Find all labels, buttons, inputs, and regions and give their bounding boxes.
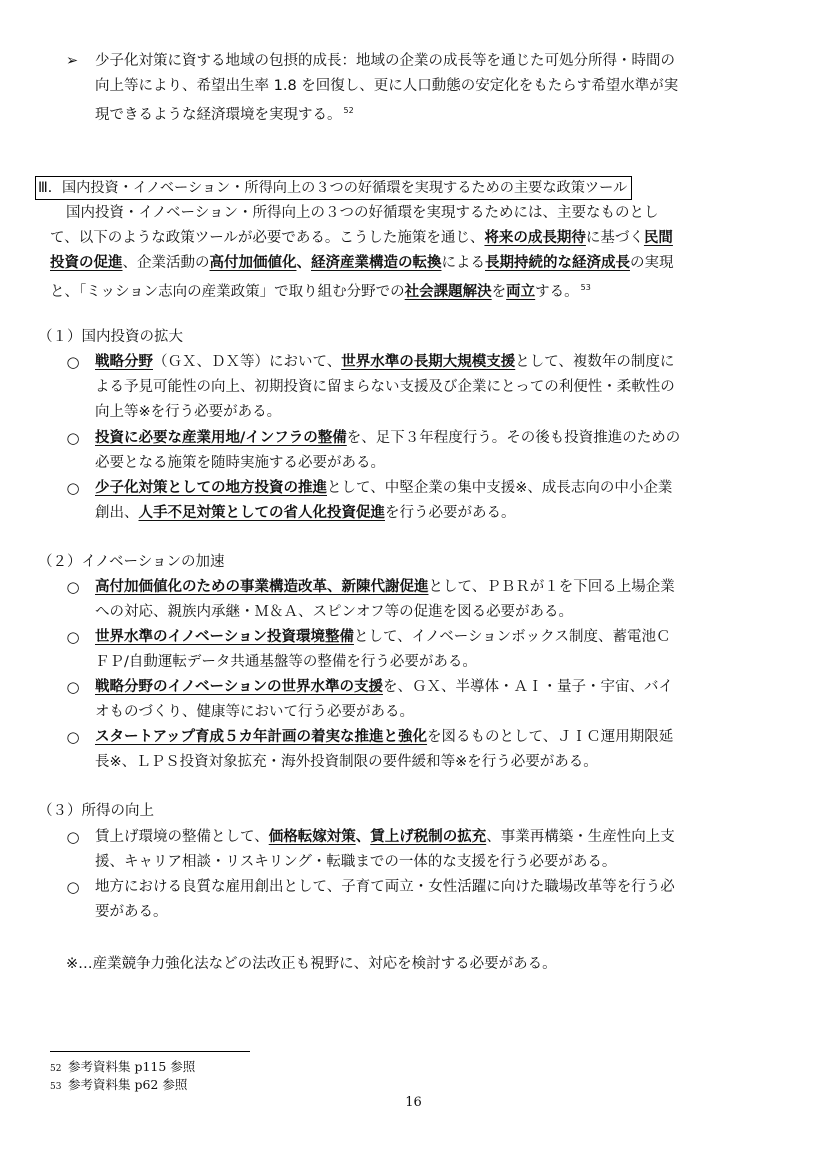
text-span: を行う必要がある。 — [385, 505, 516, 521]
emphasis-span: 戦略分野のイノベーションの世界水準の支援 — [95, 679, 383, 695]
sub2-item4-line2: 長※、ＬＰＳ投資対象拡充・海外投資制限の要件緩和等※を行う必要がある。 — [95, 754, 598, 770]
sub3-item1-line2: 援、キャリア相談・リスキリング・転職までの一体的な支援を行う必要がある。 — [95, 854, 617, 870]
circle-bullet-icon: ○ — [66, 353, 80, 371]
sub1-item3-line2 — [95, 502, 516, 524]
emphasis-span: 価格転嫁対策 — [268, 829, 356, 845]
text-span: 、 — [296, 255, 311, 271]
sub2-item1-line2: への対応、親族内承継・Ｍ＆Ａ、スピンオフ等の促進を図る必要がある。 — [95, 604, 574, 620]
footnote-ref-52[interactable]: 52 — [343, 106, 354, 115]
emphasis-span: 経済産業構造の転換 — [311, 255, 442, 271]
section-intro-line-2 — [50, 227, 673, 249]
sub2-item1-line1 — [95, 576, 675, 598]
circle-bullet-icon: ○ — [66, 628, 80, 646]
text-span: 創出、 — [95, 505, 139, 521]
emphasis-span: 将来の成長期待 — [484, 230, 586, 246]
text-span: する。 — [535, 284, 579, 300]
sub1-item1-line1 — [95, 351, 674, 373]
text-span: を、足下３年程度行う。その後も投資推進のための — [346, 430, 681, 446]
emphasis-span: 戦略分野 — [95, 354, 153, 370]
text-span: として、複数年の制度に — [515, 354, 675, 370]
emphasis-span: 社会課題解決 — [404, 284, 492, 300]
note-text: ※…産業競争力強化法などの法改正も視野に、対応を検討する必要がある。 — [66, 956, 557, 972]
sub2-item3-line1 — [95, 676, 673, 698]
text-span: 、事業再構築・生産性向上支 — [486, 829, 675, 845]
footnote-ref-53[interactable]: 53 — [580, 283, 591, 292]
circle-bullet-icon: ○ — [66, 678, 80, 696]
circle-bullet-icon: ○ — [66, 878, 80, 896]
intro-line-3 — [95, 100, 354, 122]
sub1-item1-line2: よる予見可能性の向上、初期投資に留まらない支援及び企業にとっての利便性・柔軟性の — [95, 379, 675, 395]
circle-bullet-icon: ○ — [66, 828, 80, 846]
footnote-text: 参考資料集 p115 参照 — [68, 1059, 196, 1074]
footnote-divider — [50, 1051, 250, 1052]
emphasis-span: 投資の促進 — [50, 255, 123, 271]
footnote-number: 53 — [50, 1082, 62, 1092]
text-span: （ＧＸ、ＤＸ等）において、 — [153, 354, 342, 370]
emphasis-span: 高付加価値化のための事業構造改革、新陳代謝促進 — [95, 579, 429, 595]
intro-line-3-text: 現できるような経済環境を実現する。 — [95, 107, 342, 123]
sub3-item2-line1: 地方における良質な雇用創出として、子育て両立・女性活躍に向けた職場改革等を行う必 — [95, 879, 675, 895]
text-span: に基づく — [585, 230, 644, 246]
text-span: として、中堅企業の集中支援※、成長志向の中小企業 — [327, 480, 673, 496]
footnote-52 — [50, 1058, 195, 1078]
emphasis-span: 投資に必要な産業用地/インフラの整備 — [95, 430, 347, 446]
text-span: 、企業活動の — [122, 255, 210, 271]
emphasis-span: スタートアップ育成５カ年計画の着実な推進と強化 — [95, 729, 428, 745]
circle-bullet-icon: ○ — [66, 728, 80, 746]
section-intro-line-3 — [50, 252, 674, 274]
text-span: 、 — [355, 829, 371, 845]
text-span: として、ＰＢＲが１を下回る上場企業 — [428, 579, 675, 595]
sub1-item2-line2: 必要となる施策を随時実施する必要がある。 — [95, 455, 385, 471]
emphasis-span: 民間 — [643, 230, 673, 246]
emphasis-span: 両立 — [506, 284, 536, 300]
circle-bullet-icon: ○ — [66, 429, 80, 447]
footnote-text: 参考資料集 p62 参照 — [68, 1077, 188, 1092]
sub2-item2-line1 — [95, 626, 671, 648]
section-intro-line-4 — [50, 277, 591, 299]
sub2-item3-line2: オものづくり、健康等において行う必要がある。 — [95, 704, 414, 720]
text-span: による — [441, 255, 485, 271]
text-span: の実現 — [630, 255, 674, 271]
sub1-item3-line1 — [95, 477, 672, 499]
sub2-item2-line2: ＦＰ/自動運転データ共通基盤等の整備を行う必要がある。 — [95, 654, 477, 670]
text-span: を — [491, 284, 507, 300]
text-span: 賃上げ環境の整備として、 — [95, 829, 269, 845]
emphasis-span: 高付加価値化 — [209, 255, 297, 271]
emphasis-span: 賃上げ税制の拡充 — [370, 829, 487, 845]
subsection-3-heading: （３）所得の向上 — [38, 803, 154, 819]
emphasis-span: 世界水準の長期大規模支援 — [341, 354, 516, 370]
text-span: を図るものとして、ＪＩＣ運用期限延 — [427, 729, 674, 745]
subsection-2-heading: （２）イノベーションの加速 — [38, 554, 225, 570]
subsection-1-heading: （１）国内投資の拡大 — [38, 329, 183, 345]
section-heading: Ⅲ．国内投資・イノベーション・所得向上の３つの好循環を実現するための主要な政策ツール — [35, 176, 632, 200]
sub3-item2-line2: 要がある。 — [95, 904, 168, 920]
sub2-item4-line1 — [95, 726, 673, 748]
sub1-item1-line3: 向上等※を行う必要がある。 — [95, 404, 282, 420]
footnote-53 — [50, 1076, 187, 1096]
sub3-item1-line1 — [95, 826, 675, 848]
text-span: と、「ミッション志向の産業政策」で取り組む分野での — [50, 284, 405, 300]
bullet-arrow-icon: ➢ — [66, 53, 79, 69]
emphasis-span: 世界水準のイノベーション投資環境整備 — [95, 629, 354, 645]
footnote-number: 52 — [50, 1064, 62, 1074]
circle-bullet-icon: ○ — [66, 578, 80, 596]
section-intro-line-1: 国内投資・イノベーション・所得向上の３つの好循環を実現するためには、主要なものとし — [66, 205, 659, 221]
emphasis-span: 長期持続的な経済成長 — [485, 255, 630, 271]
text-span: て、以下のような政策ツールが必要である。こうした施策を通じ、 — [50, 230, 485, 246]
sub1-item2-line1 — [95, 427, 680, 449]
circle-bullet-icon: ○ — [66, 479, 80, 497]
page-number: 16 — [405, 1095, 422, 1110]
text-span: として、イノベーションボックス制度、蓄電池Ｃ — [353, 629, 671, 645]
text-span: を、ＧＸ、半導体・ＡＩ・量子・宇宙、バイ — [382, 679, 673, 695]
intro-line-1: 少子化対策に資する地域の包摂的成長：地域の企業の成長等を通じた可処分所得・時間の — [95, 53, 675, 69]
emphasis-span: 人手不足対策としての省人化投資促進 — [138, 505, 385, 521]
emphasis-span: 少子化対策としての地方投資の推進 — [95, 480, 327, 496]
intro-line-2: 向上等により、希望出生率 1.8 を回復し、更に人口動態の安定化をもたらす希望水準が実 — [95, 78, 679, 94]
